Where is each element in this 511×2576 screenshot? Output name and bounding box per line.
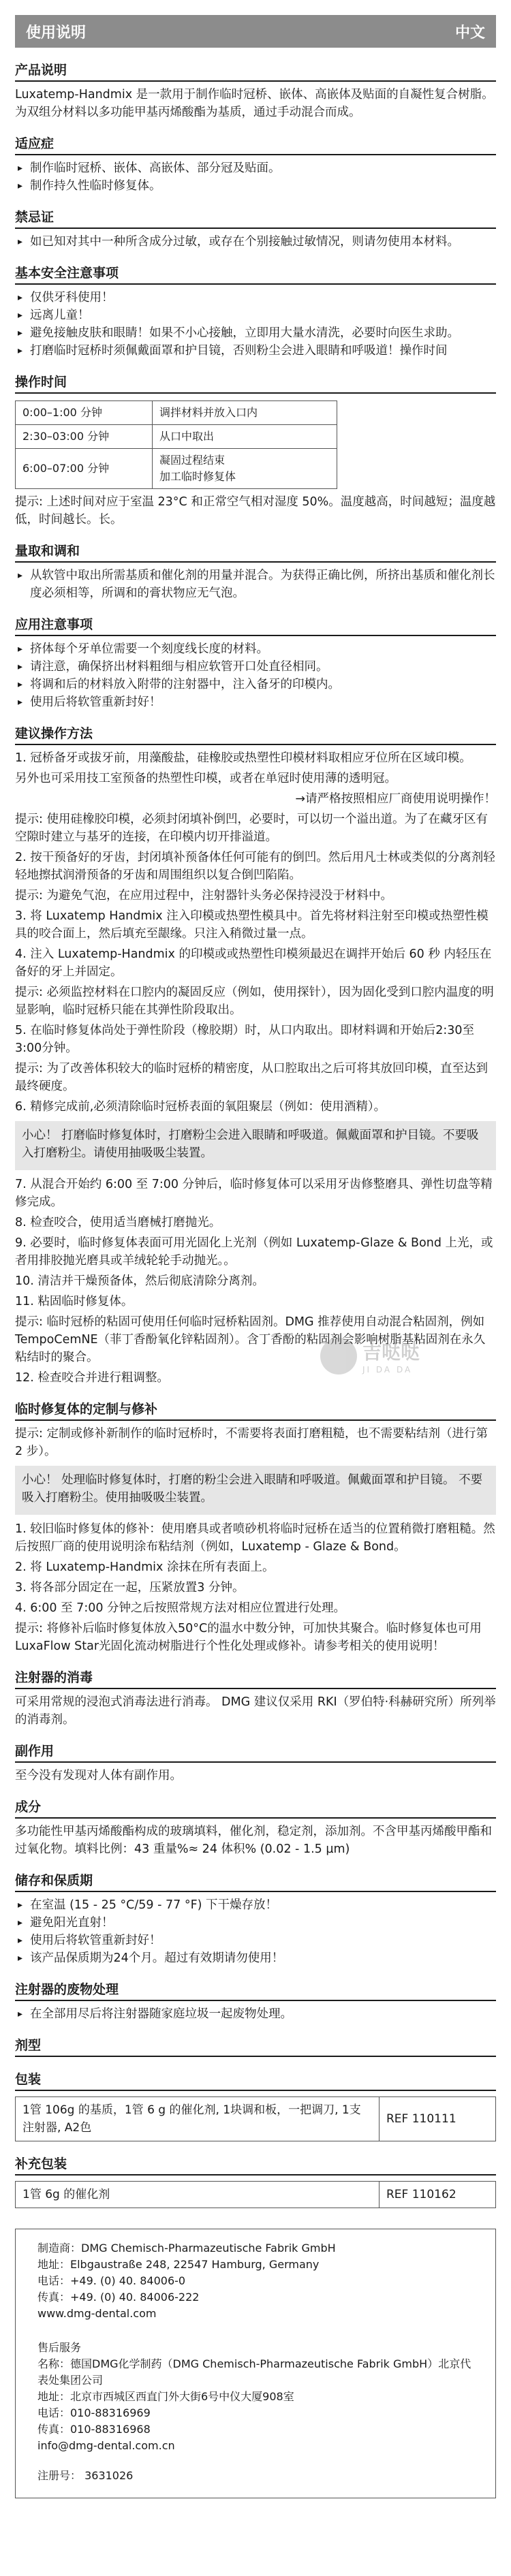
list-item: ▸ 避免接触皮肤和眼睛！如果不小心接触，立即用大量水清洗，必要时向医生求助。 xyxy=(15,324,496,342)
note: 提示: 使用硅橡胶印模，必须封闭填补倒凹，必要时，可以切一个溢出道。为了在藏牙区有空隙时建立与基牙的连接，在印模内切开排溢道。 xyxy=(15,813,488,844)
section-title: 副作用 xyxy=(15,1741,496,1763)
time-cell: 6:00–07:00 分钟 xyxy=(16,449,153,489)
manufacturer-line: www.dmg-dental.com xyxy=(37,2307,157,2320)
caution-box xyxy=(15,1121,496,1170)
time-cell: 2:30–03:00 分钟 xyxy=(16,425,153,449)
registration-number: 注册号： 3631026 xyxy=(37,2469,134,2482)
alt-impression-text: 另外也可采用技工室预备的热塑性印模，或者在单冠时使用薄的透明冠。 xyxy=(15,772,397,785)
relining-step-1: 1. 较旧临时修复体的修补：使用磨具或者喷砂机将临时冠桥在适当的位置稍微打磨粗糙。然后按照厂商的使用说明涂布粘结剂（例如，Luxatemp - Glaze & Bond。 xyxy=(15,1522,495,1554)
list-item: ▸ 制作持久性临时修复体。 xyxy=(15,177,496,195)
section-recommended xyxy=(15,723,496,1387)
step-3: 3. 将 Luxatemp Handmix 注入印模或热塑性模具中。首先将材料注射至印模或热塑性模具的咬合面上，然后填充至龈缘。只注入稍微过量一点。 xyxy=(15,909,489,941)
note: 提示: 为避免气泡，在应用过程中，注射器针头务必保持浸没于材料中。 xyxy=(15,889,392,902)
step-6: 6. 精修完成前,必须清除临时冠桥表面的氧阻聚层（例如：使用酒精）。 xyxy=(15,1100,386,1114)
service-line: 售后服务 xyxy=(37,2341,82,2354)
section-disposal xyxy=(15,1979,496,2023)
section-dosage-form xyxy=(15,2035,496,2057)
service-line: 电话：010-88316969 xyxy=(37,2406,151,2419)
manufacturer-reference: →请严格按照相应厂商使用说明操作！ xyxy=(295,792,496,806)
section-storage xyxy=(15,1870,496,1967)
packaging-table xyxy=(15,2096,496,2141)
manufacturer-line: 制造商：DMG Chemisch-Pharmazeutische Fabrik GmbH xyxy=(37,2242,336,2255)
watermark-logo-icon xyxy=(320,1338,357,1375)
list-item: ▸ 请注意，确保挤出材料粗细与相应软管开口处直径相同。 xyxy=(15,658,496,676)
list-item: ▸ 使用后将软管重新封好！ xyxy=(15,693,496,711)
list-item: ▸ 制作临时冠桥、嵌体、高嵌体、部分冠及贴面。 xyxy=(15,159,496,177)
list-item: ▸ 在室温 (15 - 25 °C/59 - 77 °F) 下干燥存放！ xyxy=(15,1896,496,1914)
relining-step-4: 4. 6:00 至 7:00 分钟之后按照常规方法对相应位置进行处理。 xyxy=(15,1601,346,1615)
caution-text: 小心！ 处理临时修复体时，打磨的粉尘会进入眼睛和呼吸道。佩戴面罩和护目镜。 不要吸入打磨粉尘。使用抽吸吸尘装置。 xyxy=(22,1473,483,1505)
section-dosing xyxy=(15,541,496,602)
table-row xyxy=(16,2097,496,2141)
step-4: 4. 注入 Luxatemp-Handmix 的印模或或热塑性印模须最迟在调拌开始后 60 秒 内轻压在备好的牙上并固定。 xyxy=(15,947,492,979)
page-title: 使用说明 xyxy=(26,24,87,42)
desc-cell: 调拌材料并放入口内 xyxy=(153,401,337,425)
refill-desc-cell: 1管 6g 的催化剂 xyxy=(16,2182,380,2208)
section-title: 成分 xyxy=(15,1797,496,1819)
relining-step-3: 3. 将各部分固定在一起，压紧放置3 分钟。 xyxy=(15,1581,245,1595)
step-11: 11. 粘固临时修复体。 xyxy=(15,1295,134,1308)
language-label: 中文 xyxy=(454,24,485,42)
section-title: 基本安全注意事项 xyxy=(15,263,496,285)
header-bar xyxy=(15,15,496,48)
list-item: ▸ 从软管中取出所需基质和催化剂的用量并混合。为获得正确比例，所挤出基质和催化剂长度必须相等，所调和的膏状物应无气泡。 xyxy=(15,567,496,602)
section-title: 建议操作方法 xyxy=(15,723,496,745)
list-item: ▸ 避免阳光直射！ xyxy=(15,1914,496,1932)
watermark xyxy=(320,1325,456,1387)
table-row xyxy=(16,425,337,449)
section-safety xyxy=(15,263,496,360)
section-product-desc xyxy=(15,60,496,121)
note: 提示: 定制或修补新制作的临时冠桥时，不需要将表面打磨粗糙，也不需要粘结剂（进行第 2 步）。 xyxy=(15,1427,488,1458)
manufacturer-info-box xyxy=(15,2229,496,2498)
side-effects-text: 至今没有发现对人体有副作用。 xyxy=(15,1769,182,1782)
section-title: 临时修复体的定制与修补 xyxy=(15,1399,496,1421)
note: 提示: 必须监控材料在口腔内的凝固反应（例如，使用探针），因为固化受到口腔内温度的明显影响，临时冠桥只能在其弹性阶段取出。 xyxy=(15,986,494,1017)
list-item: ▸ 挤体每个牙单位需要一个刻度线长度的材料。 xyxy=(15,640,496,658)
refill-table xyxy=(15,2181,496,2208)
section-title: 禁忌证 xyxy=(15,207,496,229)
desc-cell: 凝固过程结束 加工临时修复体 xyxy=(153,449,337,489)
section-contraindications xyxy=(15,207,496,251)
section-refill xyxy=(15,2154,496,2208)
section-title: 注射器的消毒 xyxy=(15,1667,496,1689)
section-side-effects xyxy=(15,1741,496,1785)
service-line: info@dmg-dental.com.cn xyxy=(37,2439,175,2452)
table-row xyxy=(16,401,337,425)
list-item: ▸ 仅供牙科使用！ xyxy=(15,289,496,307)
section-title: 储存和保质期 xyxy=(15,1870,496,1892)
list-item: ▸ 将调和后的材料放入附带的注射器中，注入备牙的印模内。 xyxy=(15,676,496,693)
service-line: 传真：010-88316968 xyxy=(37,2423,151,2436)
table-row xyxy=(16,449,337,489)
relining-step-2: 2. 将 Luxatemp-Handmix 涂抹在所有表面上。 xyxy=(15,1560,275,1574)
caution-text: 小心！ 打磨临时修复体时，打磨粉尘会进入眼睛和呼吸道。佩戴面罩和护目镜。不要吸入打磨粉尘。请使用抽吸吸尘装置。 xyxy=(22,1129,479,1160)
manufacturer-line: 电话：+49. (0) 40. 84006-0 xyxy=(37,2274,186,2287)
list-item: ▸ 远离儿童！ xyxy=(15,307,496,324)
caution-box xyxy=(15,1466,496,1515)
section-composition xyxy=(15,1797,496,1858)
step-1: 1. 冠桥备牙或拔牙前，用藻酸盐，硅橡胶或热塑性印模材料取相应牙位所在区域印模。 xyxy=(15,751,471,765)
section-title: 包装 xyxy=(15,2069,496,2091)
watermark-text: 吉哒哒 xyxy=(362,1341,420,1364)
package-desc-cell: 1管 106g 的基质，1管 6 g 的催化剂, 1块调和板，一把调刀, 1支注射器, A2色 xyxy=(16,2097,380,2141)
section-title: 剂型 xyxy=(15,2035,496,2057)
list-item: ▸ 如已知对其中一种所含成分过敏，或存在个别接触过敏情况，则请勿使用本材料。 xyxy=(15,233,496,251)
disinfection-text: 可采用常规的浸泡式消毒法进行消毒。 DMG 建议仅采用 RKI（罗伯特·科赫研究所）所列举的消毒剂。 xyxy=(15,1695,496,1727)
watermark-subtext: JI DA DA xyxy=(362,1365,413,1375)
step-10: 10. 清洁并干燥预备体，然后彻底清除分离剂。 xyxy=(15,1274,264,1288)
section-title: 适应症 xyxy=(15,133,496,155)
note: 提示: 将修补后临时修复体放入50°C的温水中数分钟，可加快其聚合。临时修复体也可用LuxaFlow Star光固化流动树脂进行个性化处理或修补。请参考相关的使用说明！ xyxy=(15,1622,482,1653)
note: 提示: 为了改善体积较大的临时冠桥的精密度，从口腔取出之后可将其放回印模，直至达到最终硬度。 xyxy=(15,1062,488,1093)
manufacturer-line: 地址：Elbgaustraße 248, 22547 Hamburg, Germany xyxy=(37,2258,320,2271)
manufacturer-line: 传真：+49. (0) 40. 84006-222 xyxy=(37,2291,200,2304)
service-line: 地址：北京市西城区西直门外大街6号中仪大厦908室 xyxy=(37,2390,294,2403)
section-disinfection xyxy=(15,1667,496,1729)
section-title: 注射器的废物处理 xyxy=(15,1979,496,2001)
section-title: 补充包装 xyxy=(15,2154,496,2176)
section-title: 量取和调和 xyxy=(15,541,496,563)
working-time-table xyxy=(15,400,337,489)
list-item: ▸ 在全部用尽后将注射器随家庭垃圾一起废物处理。 xyxy=(15,2005,496,2023)
section-packaging xyxy=(15,2069,496,2141)
step-2: 2. 按干预备好的牙齿，封闭填补预备体任何可能有的倒凹。然后用凡士林或类似的分离剂轻轻地擦拭润滑预备的牙齿和周围组织以复合倒凹陷陷。 xyxy=(15,851,495,882)
table-row xyxy=(16,2182,496,2208)
list-item: ▸ 打磨临时冠桥时须佩戴面罩和护目镜，否则粉尘会进入眼睛和呼吸道！操作时间 xyxy=(15,342,496,360)
section-working-time xyxy=(15,372,496,529)
composition-text: 多功能性甲基丙烯酸酯构成的玻璃填料，催化剂，稳定剂，添加剂。不含甲基丙烯酸甲酯和过氧化物。填料比例：43 重量%≈ 24 体积% (0.02 - 1.5 µm) xyxy=(15,1825,492,1856)
time-cell: 0:00–1:00 分钟 xyxy=(16,401,153,425)
desc-cell: 从口中取出 xyxy=(153,425,337,449)
step-5: 5. 在临时修复体尚处于弹性阶段（橡胶期）时，从口内取出。即材料调和开始后2:30至3:00分钟。 xyxy=(15,1024,475,1055)
working-time-note: 提示: 上述时间对应于室温 23°C 和正常空气相对湿度 50%。温度越高，时间越短；温度越低，时间越长。长。 xyxy=(15,495,496,527)
list-item: ▸ 该产品保质期为24个月。超过有效期请勿使用！ xyxy=(15,1949,496,1967)
service-line: 名称：德国DMG化学制药（DMG Chemisch-Pharmazeutische Fabrik GmbH）北京代表处集团公司 xyxy=(37,2357,471,2387)
section-handling xyxy=(15,614,496,711)
step-9: 9. 必要时，临时修复体表面可用光固化上光剂（例如 Luxatemp-Glaze & Bond 上光，或者用排胶抛光磨具或羊绒轮轮手动抛光。。 xyxy=(15,1236,493,1268)
section-title: 操作时间 xyxy=(15,372,496,394)
package-ref-cell: REF 110111 xyxy=(380,2097,496,2141)
note: 提示: 临时冠桥的粘固可使用任何临时冠桥粘固剂。DMG 推荐使用自动混合粘固剂，例如 TempoCemNE（菲丁香酚氧化锌粘固剂）。含丁香酚的粘固剂会影响树脂基粘固剂在永久粘结时的聚合。 xyxy=(15,1315,486,1364)
step-7: 7. 从混合开始约 6:00 至 7:00 分钟后，临时修复体可以采用牙齿修整磨具、弹性切盘等精修完成。 xyxy=(15,1178,493,1209)
list-item: ▸ 使用后将软管重新封好！ xyxy=(15,1932,496,1949)
product-desc-text: Luxatemp-Handmix 是一款用于制作临时冠桥、嵌体、高嵌体及贴面的自凝性复合树脂。为双组分材料以多功能甲基丙烯酸酯为基质，通过手动混合而成。 xyxy=(15,88,494,119)
section-indications xyxy=(15,133,496,195)
step-12: 12. 检查咬合并进行粗调整。 xyxy=(15,1371,169,1385)
section-relining xyxy=(15,1399,496,1655)
refill-ref-cell: REF 110162 xyxy=(380,2182,496,2208)
section-title: 应用注意事项 xyxy=(15,614,496,636)
step-8: 8. 检查咬合，使用适当磨械打磨抛光。 xyxy=(15,1216,221,1229)
section-title: 产品说明 xyxy=(15,60,496,82)
